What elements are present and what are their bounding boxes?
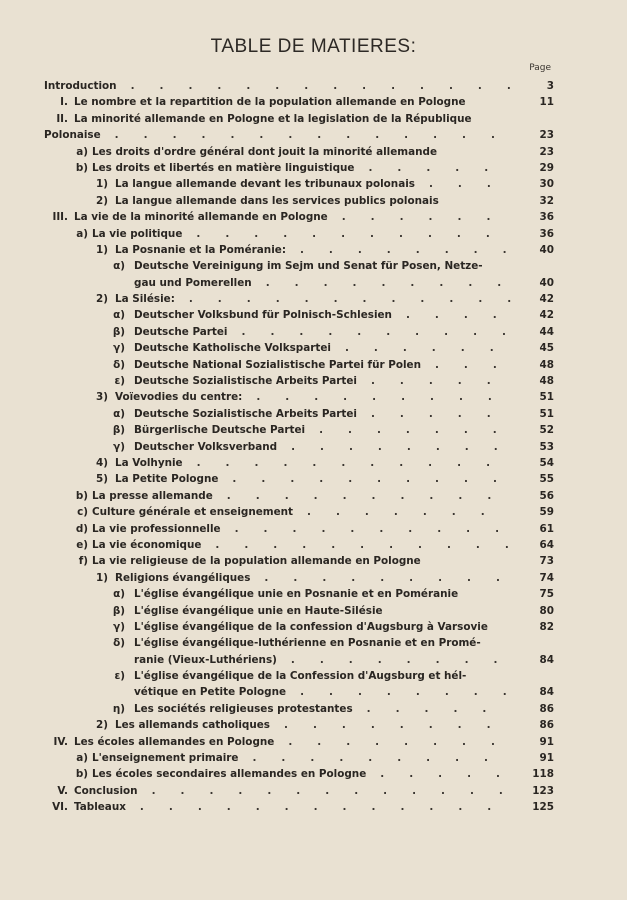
toc-entry xyxy=(0,471,627,487)
toc-entry-number: ε) xyxy=(114,375,125,388)
toc-entry xyxy=(0,799,627,815)
toc-entry-title: La vie politique xyxy=(92,227,183,240)
toc-entry-number: η) xyxy=(112,702,125,715)
toc-entry-number: α) xyxy=(113,588,125,601)
toc-entry xyxy=(0,144,627,160)
toc-entry xyxy=(0,160,627,176)
toc-entry-title: Deutscher Volksverband xyxy=(134,440,278,453)
dot-leader: ......... xyxy=(256,391,517,404)
dot-leader: ... xyxy=(434,358,522,371)
dot-leader: ...... xyxy=(341,211,516,224)
toc-entry-page: 48 xyxy=(539,375,554,388)
toc-entry xyxy=(0,488,627,504)
toc-entry-number: c) xyxy=(77,506,88,519)
toc-entry-page: 75 xyxy=(539,588,554,601)
toc-entry-title: L'église évangélique unie en Posnanie et en Poméranie xyxy=(134,588,459,601)
toc-entry-number: a) xyxy=(76,227,88,240)
toc-entry-number: I. xyxy=(60,96,68,109)
toc-entry-number: δ) xyxy=(113,358,125,371)
toc-entry-page: 86 xyxy=(539,719,554,732)
page-title: TABLE DE MATIERES: xyxy=(210,36,417,57)
toc-entry-number: 5) xyxy=(96,473,108,486)
toc-entry-title: Deutsche Katholische Volkspartei xyxy=(134,342,331,355)
toc-entry-title: L'enseignement primaire xyxy=(92,752,239,765)
dot-leader: ........ xyxy=(300,686,532,699)
toc-entry-title: Deutsche Sozialistische Arbeits Partei xyxy=(134,375,357,388)
toc-entry-number: IV. xyxy=(53,735,68,748)
toc-entry-page: 56 xyxy=(539,489,554,502)
toc-entry xyxy=(0,668,627,684)
toc-entry-title: La Volhynie xyxy=(115,456,183,469)
toc-entry-page: 54 xyxy=(539,456,554,469)
toc-entry-number: 4) xyxy=(96,456,108,469)
toc-entry-number: α) xyxy=(113,407,125,420)
toc-entry-title: L'église évangélique unie en Haute-Silésie xyxy=(134,604,383,617)
toc-entry-number: V. xyxy=(57,784,68,797)
toc-entry-title: Deutscher Volksbund für Polnisch-Schlesien xyxy=(134,309,392,322)
toc-entry-page: 125 xyxy=(532,801,554,814)
toc-entry xyxy=(0,307,627,323)
toc-entry-title: Introduction xyxy=(44,80,117,92)
toc-entry-page: 36 xyxy=(539,227,554,240)
toc-entry-page: 40 xyxy=(539,243,554,256)
table-of-contents xyxy=(0,78,627,816)
toc-entry xyxy=(0,373,627,389)
toc-entry-title: La Posnanie et la Poméranie: xyxy=(115,243,286,256)
toc-entry-page: 74 xyxy=(539,571,554,584)
toc-entry xyxy=(0,586,627,602)
toc-entry-title: La Petite Pologne xyxy=(115,473,219,486)
toc-entry xyxy=(0,94,627,110)
toc-entry xyxy=(0,111,627,127)
toc-entry-page: 84 xyxy=(539,686,554,699)
toc-entry-title: Deutsche Partei xyxy=(134,325,228,338)
toc-entry-title: La vie religieuse de la population allemande en Pologne xyxy=(92,555,421,568)
toc-entry-number: b) xyxy=(75,489,88,502)
toc-entry-title: La Silésie: xyxy=(115,293,175,306)
dot-leader: ..... xyxy=(370,407,516,420)
toc-entry-title: Culture générale et enseignement xyxy=(92,506,294,519)
toc-entry-number: f) xyxy=(78,555,88,568)
toc-entry-title: Tableaux xyxy=(74,801,126,814)
toc-entry-number: a) xyxy=(76,145,88,158)
toc-entry-title: Les allemands catholiques xyxy=(115,719,270,732)
toc-entry-title: Les écoles secondaires allemandes en Pologne xyxy=(92,768,367,781)
toc-entry-page: 3 xyxy=(546,80,554,92)
toc-entry-title: La minorité allemande en Pologne et la legislation de la République xyxy=(74,112,472,125)
toc-entry-number: b) xyxy=(75,768,88,781)
toc-entry xyxy=(0,553,627,569)
toc-entry-page: 118 xyxy=(532,768,554,781)
toc-entry-page: 86 xyxy=(539,702,554,715)
toc-entry-title: Voïevodies du centre: xyxy=(115,391,243,404)
toc-entry-number: 1) xyxy=(96,571,108,584)
dot-leader: .......... xyxy=(226,489,517,502)
toc-entry xyxy=(0,701,627,717)
toc-entry-page: 11 xyxy=(539,96,554,109)
toc-entry-title: La vie professionnelle xyxy=(92,522,221,535)
toc-entry-page: 45 xyxy=(539,342,554,355)
toc-entry-page: 80 xyxy=(539,604,554,617)
toc-entry-page: 51 xyxy=(539,391,554,404)
toc-entry xyxy=(0,193,627,209)
toc-entry-title: Les droits et libertés en matière linguistique xyxy=(92,161,355,174)
toc-entry xyxy=(0,635,627,651)
toc-entry-page: 32 xyxy=(539,194,554,207)
toc-entry xyxy=(0,570,627,586)
toc-entry xyxy=(0,684,627,700)
toc-entry xyxy=(0,603,627,619)
toc-entry xyxy=(0,652,627,668)
toc-entry-page: 91 xyxy=(539,752,554,765)
dot-leader: .............. xyxy=(114,129,520,142)
toc-entry-page: 55 xyxy=(539,473,554,486)
toc-entry-title: La vie de la minorité allemande en Pologne xyxy=(74,211,328,224)
toc-entry-number: VI. xyxy=(52,801,68,814)
toc-entry-title: Les écoles allemandes en Pologne xyxy=(74,735,275,748)
toc-entry xyxy=(0,258,627,274)
toc-entry xyxy=(0,242,627,258)
toc-entry-page: 73 xyxy=(539,555,554,568)
toc-entry xyxy=(0,209,627,225)
toc-entry-page: 52 xyxy=(539,424,554,437)
toc-entry-title: La vie économique xyxy=(92,538,202,551)
toc-entry-page: 23 xyxy=(539,129,554,142)
toc-entry-page: 23 xyxy=(539,145,554,158)
toc-entry-page: 61 xyxy=(539,522,554,535)
toc-entry xyxy=(0,766,627,782)
toc-entry-page: 36 xyxy=(539,211,554,224)
toc-entry-title: Deutsche National Sozialistische Partei für Polen xyxy=(134,358,421,371)
toc-entry xyxy=(0,422,627,438)
toc-entry xyxy=(0,291,627,307)
toc-entry-title: Les droits d'ordre général dont jouit la minorité allemande xyxy=(92,145,437,158)
toc-entry-title: Deutsche Sozialistische Arbeits Partei xyxy=(134,407,357,420)
toc-entry-title: vétique en Petite Pologne xyxy=(134,686,287,699)
toc-entry-page: 64 xyxy=(539,538,554,551)
toc-entry xyxy=(0,750,627,766)
toc-entry xyxy=(0,357,627,373)
toc-entry xyxy=(0,439,627,455)
dot-leader: .... xyxy=(405,309,522,322)
toc-entry-number: β) xyxy=(112,325,125,338)
toc-entry-number: ε) xyxy=(114,670,125,683)
toc-entry-page: 59 xyxy=(539,506,554,519)
toc-entry-number: α) xyxy=(113,260,125,273)
toc-entry-page: 30 xyxy=(539,178,554,191)
toc-entry-page: 40 xyxy=(539,276,554,289)
toc-entry-number: 1) xyxy=(96,178,108,191)
dot-leader: ........ xyxy=(299,243,532,256)
toc-entry-title: Deutsche Vereinigung im Sejm und Senat für Posen, Netze- xyxy=(134,260,483,273)
toc-entry-page: 82 xyxy=(539,620,554,633)
toc-entry xyxy=(0,717,627,733)
dot-leader: ........ xyxy=(290,653,523,666)
dot-leader: ........ xyxy=(291,440,523,453)
toc-entry xyxy=(0,783,627,799)
toc-entry xyxy=(0,537,627,553)
toc-entry-number: b) xyxy=(75,161,88,174)
toc-entry-number: β) xyxy=(112,424,125,437)
toc-entry-page: 91 xyxy=(539,735,554,748)
toc-entry-number: β) xyxy=(112,604,125,617)
toc-entry-number: a) xyxy=(76,752,88,765)
toc-entry xyxy=(0,521,627,537)
toc-entry-number: γ) xyxy=(113,620,125,633)
dot-leader: ........... xyxy=(196,456,516,469)
toc-entry xyxy=(0,226,627,242)
toc-entry-number: 2) xyxy=(96,293,108,306)
toc-entry xyxy=(0,275,627,291)
toc-entry-number: e) xyxy=(76,538,88,551)
toc-entry-page: 53 xyxy=(539,440,554,453)
toc-entry-page: 84 xyxy=(539,653,554,666)
toc-entry-number: γ) xyxy=(113,440,125,453)
toc-entry-title: L'église évangélique de la confession d'Augsburg à Varsovie xyxy=(134,620,488,633)
toc-entry-number: α) xyxy=(113,309,125,322)
toc-entry-page: 48 xyxy=(539,358,554,371)
dot-leader: .......... xyxy=(232,473,522,486)
toc-entry-title: ranie (Vieux-Luthériens) xyxy=(134,653,277,666)
dot-leader: ..... xyxy=(370,375,516,388)
toc-entry-page: 44 xyxy=(539,325,554,338)
toc-entry-page: 29 xyxy=(539,161,554,174)
toc-entry-title: Polonaise xyxy=(44,129,101,142)
toc-entry xyxy=(0,176,627,192)
dot-leader: ......... xyxy=(265,276,527,289)
dot-leader: ..... xyxy=(366,702,512,715)
toc-entry-number: δ) xyxy=(113,637,125,650)
dot-leader: ..... xyxy=(368,161,514,174)
toc-entry-page: 42 xyxy=(539,309,554,322)
toc-entry-title: Bürgerlische Deutsche Partei xyxy=(134,424,306,437)
toc-entry-number: 2) xyxy=(96,194,108,207)
toc-entry xyxy=(0,340,627,356)
toc-entry-number: d) xyxy=(75,522,88,535)
toc-entry-number: 3) xyxy=(96,391,108,404)
toc-entry xyxy=(0,734,627,750)
toc-entry xyxy=(0,504,627,520)
dot-leader: ....... xyxy=(307,506,510,519)
dot-leader: ........... xyxy=(196,227,515,240)
dot-leader: ..... xyxy=(380,768,525,781)
toc-entry xyxy=(0,406,627,422)
toc-entry-title: gau und Pomerellen xyxy=(134,276,252,289)
dot-leader: ........ xyxy=(288,735,520,748)
page-column-header: Page xyxy=(529,63,551,73)
dot-leader: ...... xyxy=(344,342,519,355)
dot-leader: ............. xyxy=(151,784,528,797)
toc-entry-page: 51 xyxy=(539,407,554,420)
dot-leader: ....... xyxy=(319,424,522,437)
toc-entry-number: 2) xyxy=(96,719,108,732)
dot-leader: .............. xyxy=(130,80,536,92)
dot-leader: .......... xyxy=(241,325,531,338)
dot-leader: ........ xyxy=(284,719,516,732)
toc-entry-title: Religions évangéliques xyxy=(115,571,251,584)
toc-entry-title: Conclusion xyxy=(74,784,138,797)
toc-entry xyxy=(0,619,627,635)
toc-entry-title: L'église évangélique de la Confession d'Augsburg et hél- xyxy=(134,670,467,683)
toc-entry-title: La presse allemande xyxy=(92,489,213,502)
toc-entry xyxy=(0,324,627,340)
toc-entry-number: γ) xyxy=(113,342,125,355)
dot-leader: ........... xyxy=(215,538,534,551)
toc-entry-page: 42 xyxy=(539,293,554,306)
toc-entry-number: II. xyxy=(56,112,68,125)
toc-entry xyxy=(0,389,627,405)
dot-leader: ......... xyxy=(264,571,525,584)
toc-entry-title: La langue allemande dans les services publics polonais xyxy=(115,194,439,207)
toc-entry-number: 1) xyxy=(96,243,108,256)
toc-entry xyxy=(0,455,627,471)
dot-leader: ............ xyxy=(188,293,537,306)
toc-entry-title: La langue allemande devant les tribunaux polonais xyxy=(115,178,415,191)
dot-leader: ......... xyxy=(252,752,514,765)
dot-leader: .......... xyxy=(234,522,525,535)
toc-entry-page: 123 xyxy=(532,784,554,797)
toc-entry xyxy=(0,127,627,143)
toc-entry-title: Le nombre et la repartition de la population allemande en Pologne xyxy=(74,96,466,109)
toc-entry xyxy=(0,78,627,94)
toc-entry-number: III. xyxy=(52,211,68,224)
toc-entry-title: L'église évangélique-luthérienne en Posnanie et en Promé- xyxy=(134,637,481,650)
dot-leader: ... xyxy=(428,178,516,191)
dot-leader: ............. xyxy=(139,801,517,814)
toc-entry-title: Les sociétés religieuses protestantes xyxy=(134,702,353,715)
